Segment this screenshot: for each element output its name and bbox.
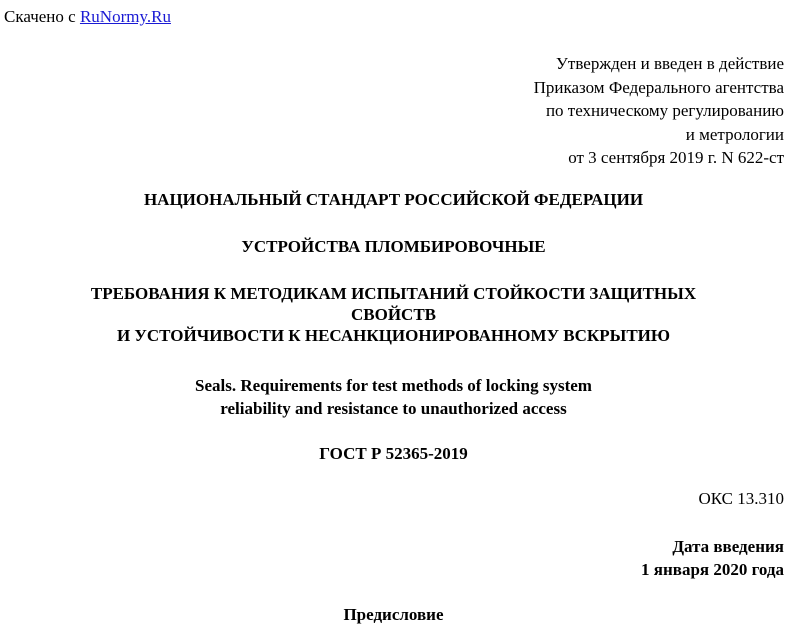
approval-line: Приказом Федерального агентства — [533, 77, 784, 97]
english-title-line: Seals. Requirements for test methods of locking system — [195, 376, 592, 395]
approval-line: от 3 сентября 2019 г. N 622-ст — [568, 148, 784, 167]
national-standard-title: НАЦИОНАЛЬНЫЙ СТАНДАРТ РОССИЙСКОЙ ФЕДЕРАЦИИ — [143, 190, 644, 209]
effective-date-block — [641, 535, 784, 581]
source-prefix: Скачено с — [4, 7, 80, 26]
english-title-line: reliability and resistance to unauthorized access — [220, 399, 567, 418]
effective-date-label: Дата введения — [672, 537, 784, 556]
approval-line: по техническому регулированию — [545, 101, 784, 120]
requirements-title-line: И УСТОЙЧИВОСТИ К НЕСАНКЦИОНИРОВАННОМУ ВСКРЫТИЮ — [116, 326, 671, 345]
device-title: УСТРОЙСТВА ПЛОМБИРОВОЧНЫЕ — [241, 237, 546, 256]
requirements-title-line: СВОЙСТВ — [350, 305, 437, 324]
source-line — [4, 7, 171, 27]
gost-number: ГОСТ Р 52365-2019 — [319, 444, 468, 463]
effective-date-value: 1 января 2020 года — [641, 560, 784, 579]
approval-line: Утвержден и введен в действие — [555, 54, 784, 73]
requirements-title — [0, 283, 787, 346]
english-title — [0, 374, 787, 420]
requirements-title-line: ТРЕБОВАНИЯ К МЕТОДИКАМ ИСПЫТАНИЙ СТОЙКОСТИ ЗАЩИТНЫХ — [90, 284, 697, 303]
approval-line: и метрологии — [685, 124, 784, 144]
source-link[interactable]: RuNormy.Ru — [79, 7, 171, 26]
approval-block — [534, 52, 784, 170]
foreword-heading: Предисловие — [343, 605, 444, 624]
oks-code: ОКС 13.310 — [698, 489, 784, 508]
